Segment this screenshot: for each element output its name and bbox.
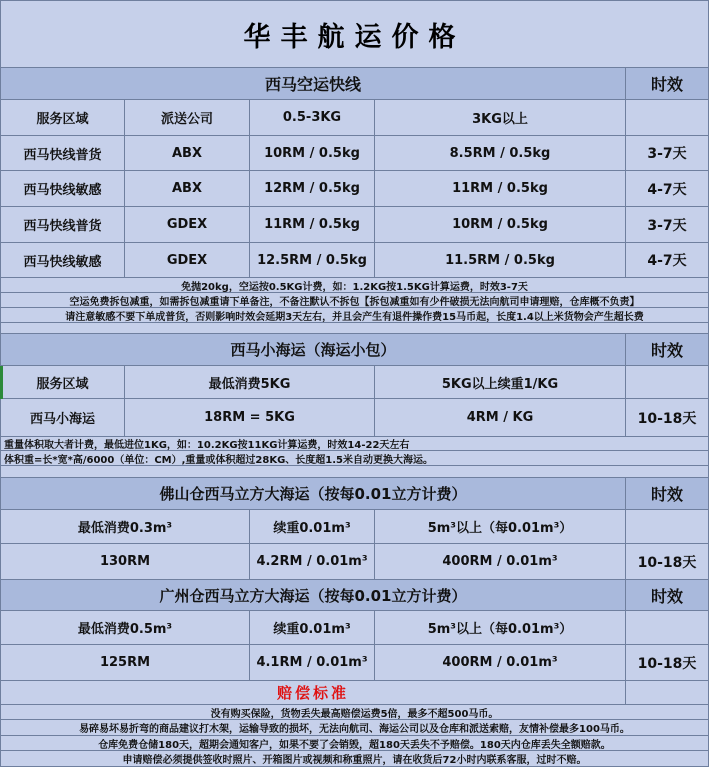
air-row-small: 10RM / 0.5kg: [250, 136, 375, 171]
air-row-area: 西马快线普货: [0, 136, 125, 171]
table-row: [0, 399, 709, 437]
table-row: [0, 544, 709, 580]
table-row: [0, 645, 709, 681]
table-row: [0, 171, 709, 207]
air-row-courier: ABX: [125, 136, 250, 171]
air-row-time: 3-7天: [626, 207, 709, 243]
guangzhou-col-extra: 续重0.01m³: [250, 611, 375, 645]
air-header-row: [0, 68, 709, 100]
air-row-courier: ABX: [125, 171, 250, 207]
sea-small-section-title: 西马小海运（海运小包）: [0, 334, 626, 366]
air-section-title: 西马空运快线: [0, 68, 626, 100]
air-note-1: 免抛20kg，空运按0.5KG计费，如：1.2KG按1.5KG计算运费，时效3-7天: [0, 278, 709, 293]
guangzhou-col-bulk: 5m³以上（每0.01m³）: [375, 611, 626, 645]
sea-small-row-extra: 4RM / KG: [375, 399, 626, 437]
sea-small-time-header: 时效: [626, 334, 709, 366]
air-row-large: 8.5RM / 0.5kg: [375, 136, 626, 171]
compensation-header-row: [0, 681, 709, 705]
sea-small-row-area: 西马小海运: [0, 399, 125, 437]
air-row-large: 11RM / 0.5kg: [375, 171, 626, 207]
air-row-area: 西马快线普货: [0, 207, 125, 243]
air-row-time: 4-7天: [626, 171, 709, 207]
sea-small-col-extra: 5KG以上续重1/KG: [375, 366, 626, 399]
foshan-col-extra: 续重0.01m³: [250, 510, 375, 544]
air-row-small: 12.5RM / 0.5kg: [250, 243, 375, 278]
compensation-title-cell: [0, 681, 626, 705]
air-time-header: 时效: [626, 68, 709, 100]
air-columns-row: [0, 100, 709, 136]
foshan-row-min: 130RM: [0, 544, 250, 580]
guangzhou-row-min: 125RM: [0, 645, 250, 681]
foshan-columns-row: [0, 510, 709, 544]
section-spacer: [0, 323, 709, 334]
guangzhou-row-bulk: 400RM / 0.01m³: [375, 645, 626, 681]
compensation-note-4: 申请赔偿必须提供签收时照片、开箱图片或视频和称重照片，请在收货后72小时内联系客服，过时不赔。: [0, 751, 709, 767]
compensation-note-2: 易碎易坏易折弯的商品建议打木架，运输导致的损坏，无法向航司、海运公司以及仓库和派送索赔，友情补偿最多100马币。: [0, 720, 709, 736]
air-row-area: 西马快线敏感: [0, 171, 125, 207]
sea-small-note-1: 重量体积取大者计费，最低进位1KG，如：10.2KG按11KG计算运费，时效14-22天左右: [0, 437, 709, 451]
foshan-time-header: 时效: [626, 478, 709, 510]
guangzhou-row-time: 10-18天: [626, 645, 709, 681]
table-row: [0, 243, 709, 278]
sea-small-col-min: 最低消费5KG: [125, 366, 375, 399]
air-col-time-empty: [626, 100, 709, 136]
row-marker-bar: [0, 366, 3, 399]
air-col-large: 3KG以上: [375, 100, 626, 136]
sheet-title: 华丰航运价格: [243, 21, 466, 53]
guangzhou-col-min: 最低消费0.5m³: [0, 611, 250, 645]
air-note-3: 请注意敏感不要下单成普货，否则影响时效会延期3天左右，并且会产生有退件操作费15马币起，长度1.4以上米货物会产生超长费: [0, 308, 709, 323]
table-row: [0, 136, 709, 171]
guangzhou-row-extra: 4.1RM / 0.01m³: [250, 645, 375, 681]
foshan-row-time: 10-18天: [626, 544, 709, 580]
foshan-col-time-empty: [626, 510, 709, 544]
sea-small-col-time-empty: [626, 366, 709, 399]
foshan-header-row: [0, 478, 709, 510]
guangzhou-header-row: [0, 580, 709, 611]
air-row-courier: GDEX: [125, 207, 250, 243]
foshan-col-min: 最低消费0.3m³: [0, 510, 250, 544]
air-col-area: 服务区域: [0, 100, 125, 136]
air-col-small: 0.5-3KG: [250, 100, 375, 136]
foshan-section-title: 佛山仓西马立方大海运（按每0.01立方计费）: [0, 478, 626, 510]
guangzhou-time-header: 时效: [626, 580, 709, 611]
compensation-note-3: 仓库免费仓储180天，超期会通知客户，如果不要了会销毁，超180天丢失不予赔偿。180天内仓库丢失全额赔款。: [0, 736, 709, 751]
air-row-small: 12RM / 0.5kg: [250, 171, 375, 207]
compensation-time-empty: [626, 681, 709, 705]
air-row-small: 11RM / 0.5kg: [250, 207, 375, 243]
air-row-area: 西马快线敏感: [0, 243, 125, 278]
sea-small-row-min: 18RM = 5KG: [125, 399, 375, 437]
section-spacer: [0, 466, 709, 478]
sea-small-columns-row: [0, 366, 709, 399]
sheet-title-row: [0, 0, 709, 68]
air-note-2: 空运免费拆包减重，如需拆包减重请下单备注，不备注默认不拆包【拆包减重如有少件破损无法向航司申请理赔，仓库概不负责】: [0, 293, 709, 308]
air-row-time: 3-7天: [626, 136, 709, 171]
air-row-courier: GDEX: [125, 243, 250, 278]
guangzhou-section-title: 广州仓西马立方大海运（按每0.01立方计费）: [0, 580, 626, 611]
air-col-courier: 派送公司: [125, 100, 250, 136]
guangzhou-col-time-empty: [626, 611, 709, 645]
air-row-large: 10RM / 0.5kg: [375, 207, 626, 243]
table-row: [0, 207, 709, 243]
foshan-row-bulk: 400RM / 0.01m³: [375, 544, 626, 580]
sea-small-header-row: [0, 334, 709, 366]
compensation-title: 赔偿标准: [276, 684, 349, 702]
compensation-note-1: 没有购买保险，货物丢失最高赔偿运费5倍，最多不超500马币。: [0, 705, 709, 720]
air-row-time: 4-7天: [626, 243, 709, 278]
foshan-col-bulk: 5m³以上（每0.01m³）: [375, 510, 626, 544]
foshan-row-extra: 4.2RM / 0.01m³: [250, 544, 375, 580]
sea-small-note-2: 体积重=长*宽*高/6000（单位：CM）,重量或体积超过28KG、长度超1.5米自动更换大海运。: [0, 451, 709, 466]
sea-small-row-time: 10-18天: [626, 399, 709, 437]
sea-small-col-area: 服务区域: [0, 366, 125, 399]
guangzhou-columns-row: [0, 611, 709, 645]
air-row-large: 11.5RM / 0.5kg: [375, 243, 626, 278]
